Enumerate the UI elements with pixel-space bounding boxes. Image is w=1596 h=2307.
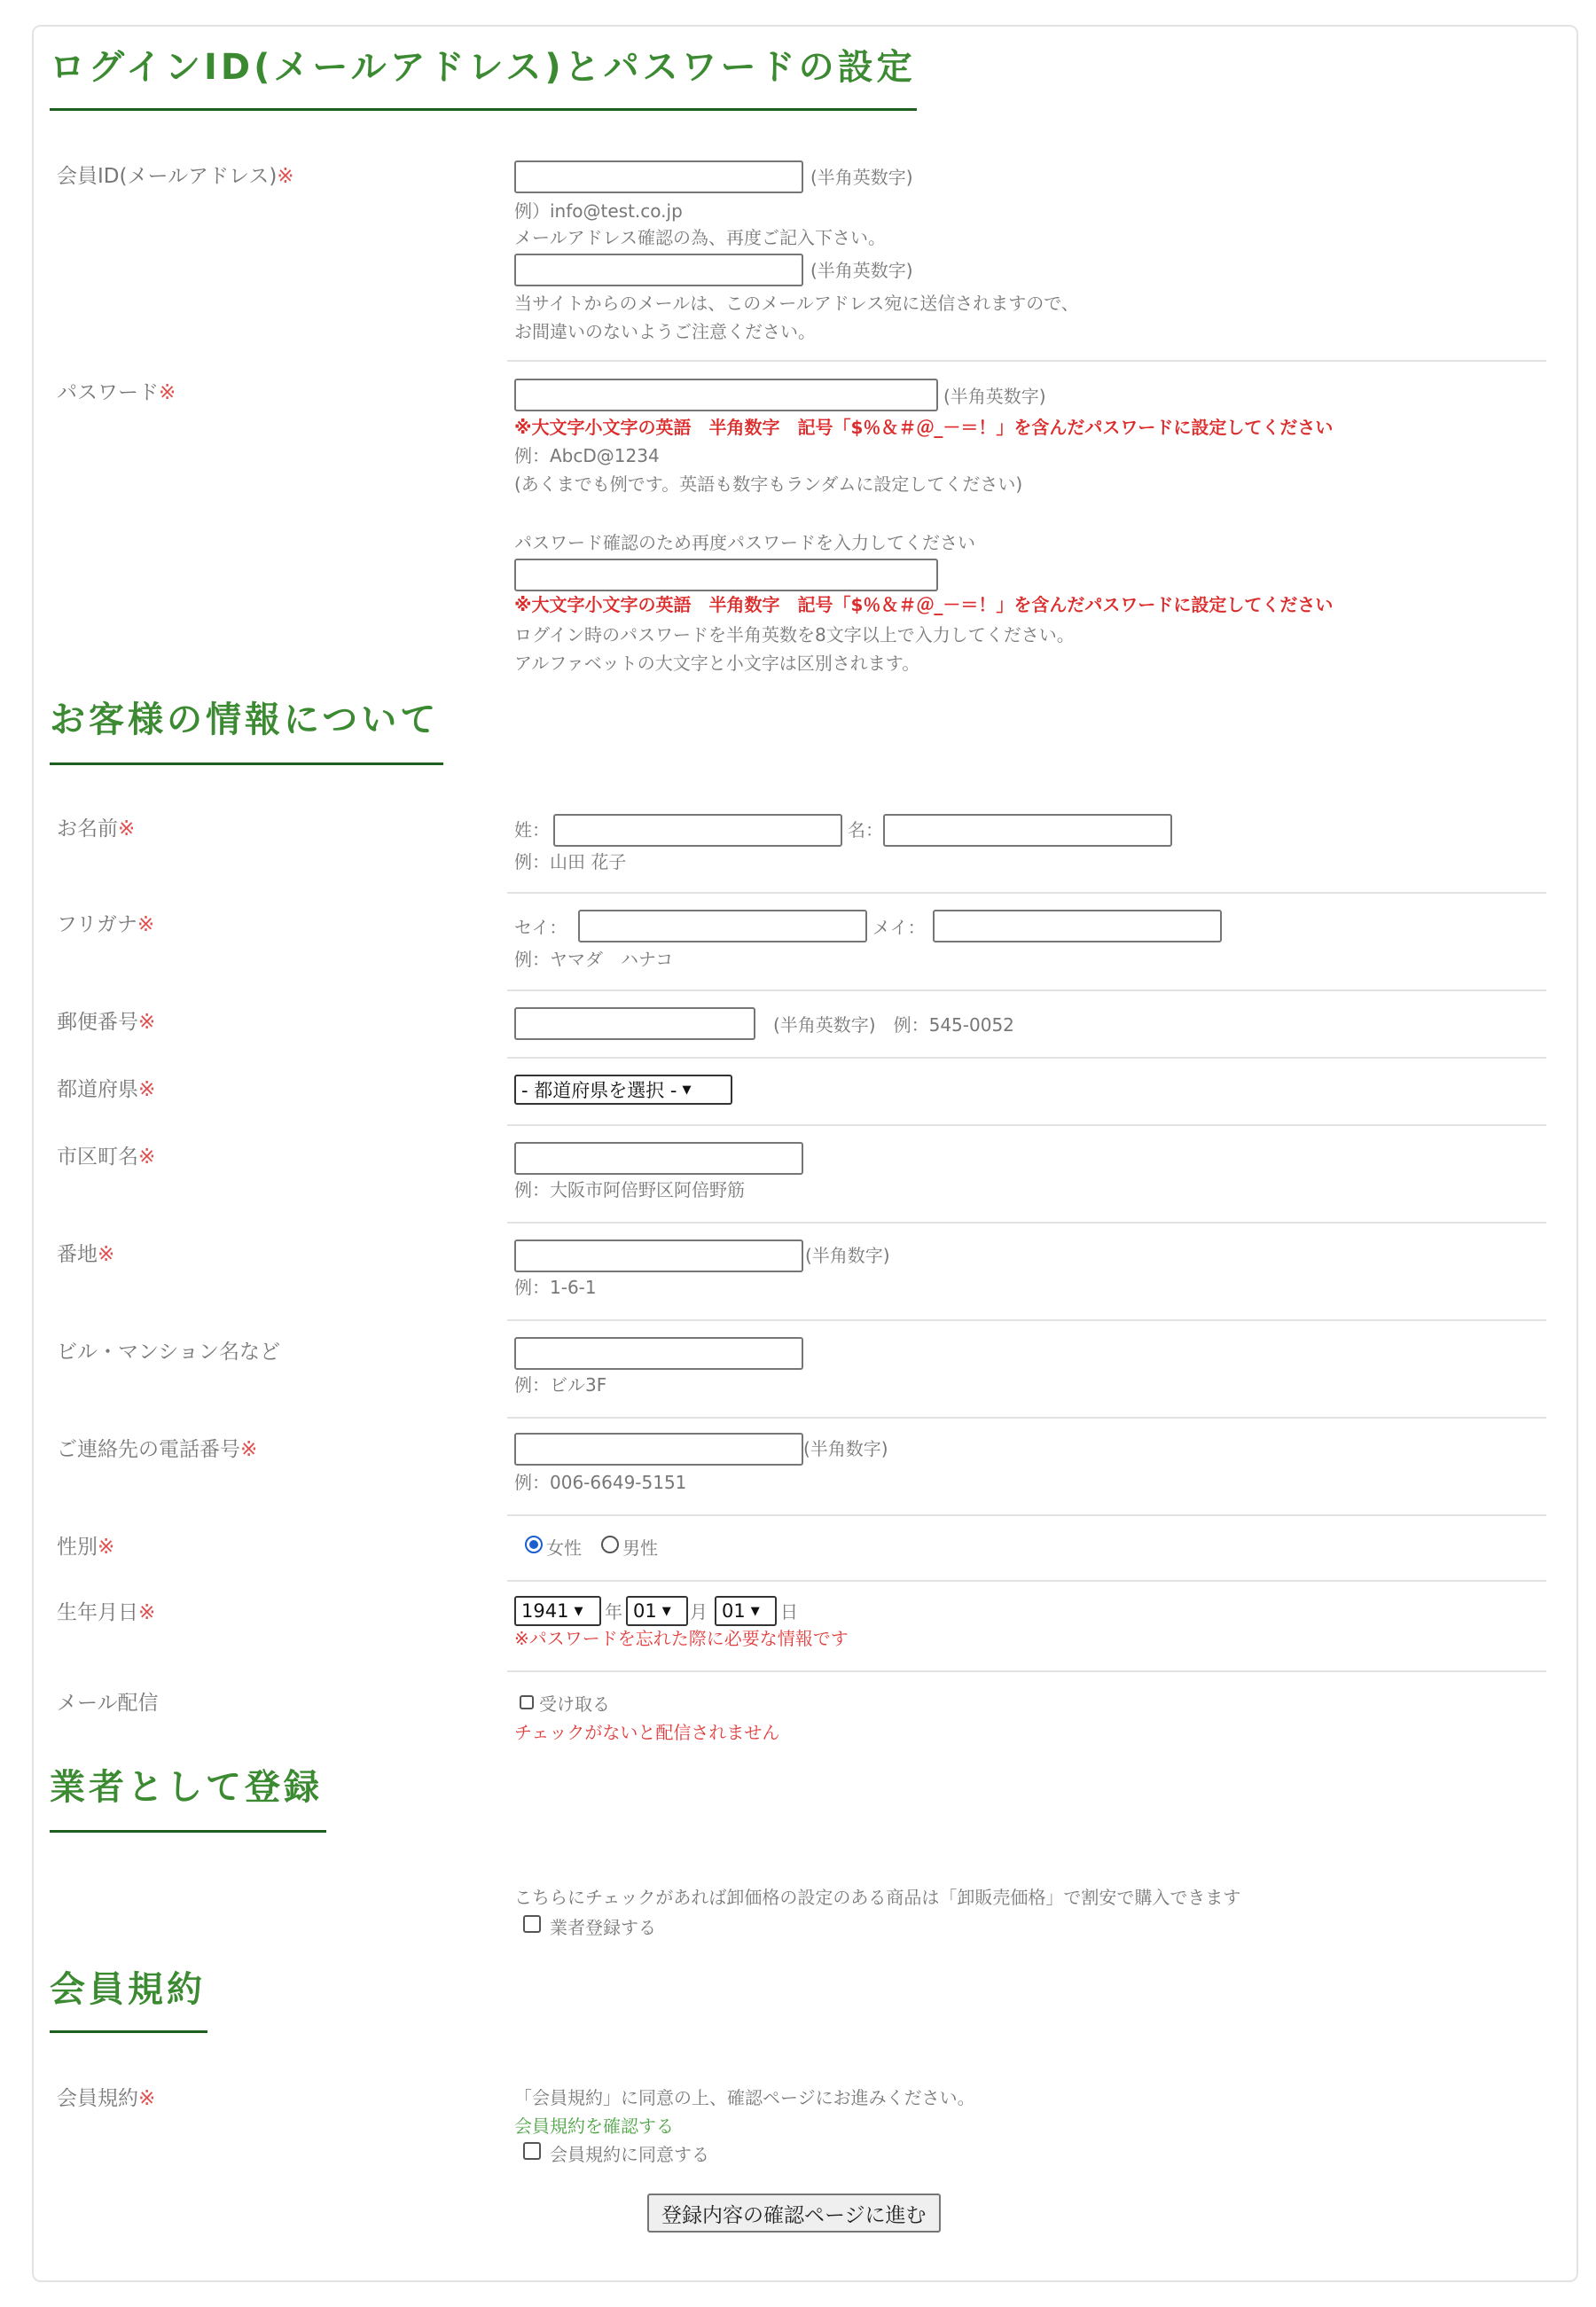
gender-male-radio[interactable] (601, 1536, 619, 1553)
building-input[interactable] (514, 1337, 803, 1370)
section-underline (50, 1830, 326, 1833)
prefecture-label: 都道府県※ (57, 1078, 156, 1101)
email-label: 会員ID(メールアドレス)※ (57, 165, 294, 188)
row-divider (507, 1670, 1546, 1672)
email-confirm-hint: (半角英数字) (810, 260, 913, 281)
password-rule: ※大文字小文字の英語 半角数字 記号「$％＆＃＠_－＝！」を含んだパスワードに設定してください (514, 417, 1334, 438)
section-underline (50, 2030, 207, 2033)
phone-hint: (半角数字) (803, 1438, 888, 1459)
name-example: 例：山田 花子 (514, 851, 627, 872)
business-note: こちらにチェックがあれば卸価格の設定のある商品は「卸販売価格」で割安で購入できます (514, 1887, 1241, 1908)
section-title-login: ログインID(メールアドレス)とパスワードの設定 (50, 47, 916, 88)
mail-label: メール配信 (57, 1692, 159, 1715)
first-name-input[interactable] (883, 814, 1172, 847)
section-underline (50, 762, 443, 765)
password-hint: (半角英数字) (943, 386, 1046, 407)
city-example: 例：大阪市阿倍野区阿倍野筋 (514, 1179, 745, 1200)
address-label: 番地※ (57, 1243, 115, 1266)
business-checkbox[interactable] (523, 1915, 541, 1933)
password-input[interactable] (514, 379, 938, 411)
chevron-down-icon: ▼ (682, 1083, 692, 1097)
furigana-sei-input[interactable] (578, 910, 867, 942)
furigana-label: フリガナ※ (57, 913, 155, 936)
mail-checkbox-label: 受け取る (539, 1693, 610, 1715)
city-input[interactable] (514, 1142, 803, 1175)
email-note-2: お間違いのないようご注意ください。 (514, 321, 816, 342)
submit-confirm-button[interactable]: 登録内容の確認ページに進む (647, 2194, 941, 2233)
gender-female-radio[interactable] (525, 1536, 543, 1553)
address-input[interactable] (514, 1240, 803, 1272)
postal-hint: (半角英数字) 例：545-0052 (773, 1014, 1014, 1036)
mail-note: チェックがないと配信されません (514, 1722, 780, 1743)
birth-day-select[interactable]: 01 ▼ (715, 1596, 777, 1626)
password-example-note: (あくまでも例です。英語も数字もランダムに設定してください) (514, 473, 1023, 495)
row-divider (507, 1580, 1546, 1582)
password-confirm-input[interactable] (514, 559, 938, 591)
row-divider (507, 1417, 1546, 1419)
furigana-mei-label: メイ： (872, 917, 926, 938)
terms-checkbox[interactable] (523, 2142, 541, 2160)
terms-note: 「会員規約」に同意の上、確認ページにお進みください。 (514, 2087, 975, 2108)
first-name-label: 名： (848, 819, 883, 841)
name-label: お名前※ (57, 817, 136, 841)
gender-label: 性別※ (57, 1536, 115, 1559)
password-example: 例：AbcD@1234 (514, 445, 660, 466)
building-example: 例：ビル3F (514, 1374, 607, 1396)
password-rule-2: ※大文字小文字の英語 半角数字 記号「$％＆＃＠_－＝！」を含んだパスワードに設定してください (514, 594, 1334, 615)
section-title-terms: 会員規約 (50, 1969, 206, 2010)
phone-example: 例：006-6649-5151 (514, 1472, 687, 1493)
postal-input[interactable] (514, 1007, 755, 1040)
last-name-label: 姓： (514, 819, 550, 841)
furigana-mei-input[interactable] (933, 910, 1222, 942)
phone-input[interactable] (514, 1433, 803, 1466)
row-divider (507, 892, 1546, 894)
birthday-label: 生年月日※ (57, 1601, 156, 1624)
section-title-customer: お客様の情報について (50, 700, 440, 740)
furigana-sei-label: セイ： (514, 917, 567, 938)
row-divider (507, 1057, 1546, 1059)
gender-female-label: 女性 (546, 1537, 582, 1559)
address-hint: (半角数字) (805, 1245, 890, 1266)
section-underline (50, 108, 917, 111)
email-hint: (半角英数字) (810, 167, 913, 188)
chevron-down-icon: ▼ (750, 1604, 760, 1618)
terms-checkbox-label: 会員規約に同意する (550, 2144, 709, 2165)
password-length-note: ログイン時のパスワードを半角英数を8文字以上で入力してください。 (514, 624, 1075, 645)
gender-male-label: 男性 (622, 1537, 658, 1559)
email-input[interactable] (514, 160, 803, 193)
password-case-note: アルファベットの大文字と小文字は区別されます。 (514, 653, 920, 674)
email-example: 例）info@test.co.jp (514, 200, 683, 222)
password-label: パスワード※ (57, 381, 176, 404)
row-divider (507, 1514, 1546, 1516)
phone-label: ご連絡先の電話番号※ (57, 1438, 258, 1461)
birth-year-unit: 年 (605, 1601, 622, 1623)
city-label: 市区町名※ (57, 1146, 156, 1169)
section-title-business: 業者として登録 (50, 1767, 323, 1808)
terms-link[interactable]: 会員規約を確認する (514, 2115, 674, 2137)
chevron-down-icon: ▼ (574, 1604, 583, 1618)
birthday-note: ※パスワードを忘れた際に必要な情報です (514, 1628, 849, 1649)
prefecture-select[interactable]: - 都道府県を選択 - ▼ (514, 1075, 732, 1105)
birth-month-unit: 月 (690, 1601, 708, 1623)
postal-label: 郵便番号※ (57, 1011, 156, 1034)
row-divider (507, 1319, 1546, 1321)
birth-day-unit: 日 (780, 1601, 798, 1623)
business-checkbox-label: 業者登録する (550, 1917, 656, 1938)
chevron-down-icon: ▼ (661, 1604, 671, 1618)
birth-month-select[interactable]: 01 ▼ (626, 1596, 688, 1626)
row-divider (507, 989, 1546, 991)
email-confirm-note: メールアドレス確認の為、再度ご記入下さい。 (514, 227, 886, 248)
email-confirm-input[interactable] (514, 254, 803, 286)
last-name-input[interactable] (553, 814, 842, 847)
row-divider (507, 360, 1546, 362)
birth-year-select[interactable]: 1941 ▼ (514, 1596, 601, 1626)
address-example: 例：1-6-1 (514, 1277, 597, 1298)
mail-checkbox[interactable] (520, 1695, 534, 1709)
email-note-1: 当サイトからのメールは、このメールアドレス宛に送信されますので、 (514, 293, 1079, 314)
terms-label: 会員規約※ (57, 2087, 156, 2110)
furigana-example: 例：ヤマダ ハナコ (514, 949, 674, 970)
registration-form-card (32, 25, 1578, 2282)
row-divider (507, 1222, 1546, 1224)
row-divider (507, 1124, 1546, 1126)
building-label: ビル・マンション名など (57, 1341, 280, 1364)
password-confirm-prompt: パスワード確認のため再度パスワードを入力してください (514, 532, 975, 553)
